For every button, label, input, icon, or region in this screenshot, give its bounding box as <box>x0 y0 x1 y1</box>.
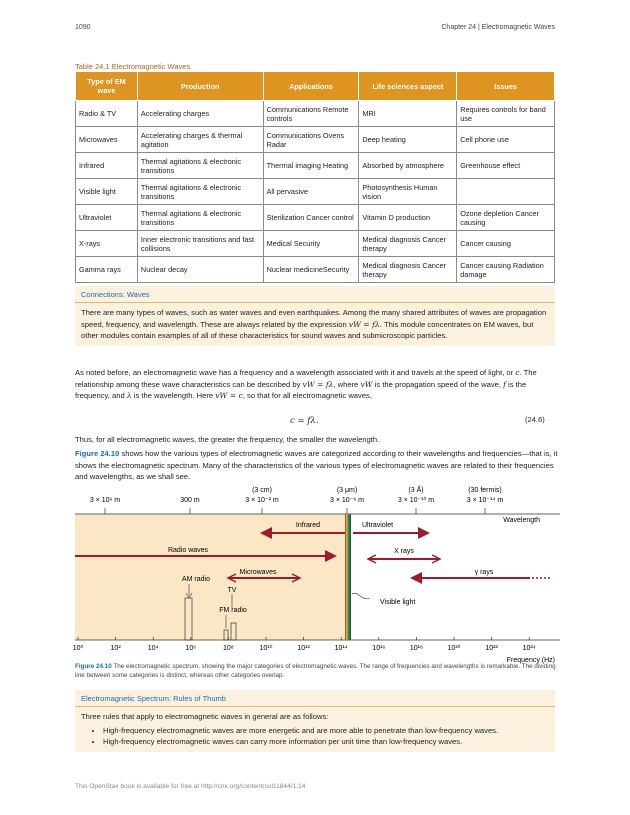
table-cell: Cancer causing Radiation damage <box>457 257 555 283</box>
rules-body <box>75 707 555 752</box>
table-row <box>76 127 555 153</box>
intro-paragraph: As noted before, an electromagnetic wave has a frequency and a wavelength associated with it and travels at the speed of light, or c. The relationship among these wave characteristics can be described by vW = fλ, where vW is the propagation speed of the wave, f is the frequency, and λ is the wavelength. Here vW = c, so that for all electromagnetic waves, <box>75 368 537 400</box>
am-radio-label: AM radio <box>181 576 211 583</box>
frequency-tick-label: 10⁰ <box>72 645 84 652</box>
frequency-tick-label: 10² <box>110 645 121 652</box>
table-cell: Medical diagnosis Cancer therapy <box>359 231 457 257</box>
table-cell: Requires controls for band use <box>457 101 555 127</box>
frequency-tick-label: 10⁸ <box>223 645 234 652</box>
wavelength-tick-top-label: (3 Å) <box>408 487 424 494</box>
table-row <box>76 101 555 127</box>
rules-box <box>75 690 555 752</box>
rules-list <box>81 725 549 748</box>
table-cell: Ultraviolet <box>76 205 138 231</box>
wavelength-label: Wavelength <box>503 517 540 524</box>
infrared-label: Infrared <box>295 522 320 529</box>
table-header: Applications <box>263 72 359 101</box>
chapter-title: Chapter 24 | Electromagnetic Waves <box>441 24 555 31</box>
connections-text: There are many types of waves, such as water waves and even earthquakes. Among the many shared attributes of waves are propagation speed, frequency, and wavelength. These are always related by the expression vW = fλ. This module concentrates on EM waves, but other modules contain examples of all of these characteristics for sound waves and submicroscopic particles. <box>81 308 547 340</box>
rules-title: Electromagnetic Spectrum: Rules of Thumb <box>75 690 555 707</box>
table-header: Issues <box>457 72 555 101</box>
em-spectrum-figure <box>0 480 630 665</box>
wavelength-tick-label: 3 × 10⁶ m <box>89 497 121 504</box>
rules-intro: Three rules that apply to electromagnetic waves in general are as follows: <box>81 712 329 721</box>
wavelength-tick-label: 3 × 10⁻¹⁰ m <box>397 497 435 504</box>
equation-number: (24.6) <box>525 415 545 424</box>
fm-radio-label: FM radio <box>219 607 247 614</box>
microwaves-label: Microwaves <box>239 569 277 576</box>
table-cell: Nuclear medicineSecurity <box>263 257 359 283</box>
table-cell: Medical Security <box>263 231 359 257</box>
frequency-tick-label: 10¹⁶ <box>372 645 386 652</box>
frequency-tick-label: 10²⁰ <box>447 645 461 652</box>
table-header: Production <box>137 72 263 101</box>
wavelength-tick-label: 3 × 10⁻¹⁴ m <box>466 497 504 504</box>
table-cell: All pervasive <box>263 179 359 205</box>
table-cell: Vitamin D production <box>359 205 457 231</box>
table-cell: Accelerating charges <box>137 101 263 127</box>
table-row <box>76 231 555 257</box>
table-header: Type of EM wave <box>76 72 138 101</box>
table-cell: Gamma rays <box>76 257 138 283</box>
table-cell: MRI <box>359 101 457 127</box>
table-cell <box>457 179 555 205</box>
rule-item: • High-frequency electromagnetic waves are more energetic and are more able to penetrate than low-frequency waves. <box>103 725 549 737</box>
table-row <box>76 205 555 231</box>
table-row <box>76 257 555 283</box>
visible-light-pointer <box>352 593 370 599</box>
wavelength-tick-top-label: (3 μm) <box>336 487 358 494</box>
visible-light-label: Visible light <box>380 599 416 606</box>
table-cell: Thermal agitations & electronic transitions <box>137 205 263 231</box>
connections-box <box>75 286 555 346</box>
wavelength-tick-label: 3 × 10⁻² m <box>245 497 279 504</box>
connections-title: Connections: Waves <box>75 286 555 303</box>
frequency-tick-label: 10²² <box>485 645 498 652</box>
frequency-tick-label: 10⁶ <box>185 645 197 652</box>
greater-frequency-paragraph: Thus, for all electromagnetic waves, the greater the frequency, the smaller the wavelength. <box>75 435 380 444</box>
gamma-rays-label: γ rays <box>474 569 494 576</box>
wavelength-tick-top-label: (3 cm) <box>252 487 272 494</box>
table-cell: Accelerating charges & thermal agitation <box>137 127 263 153</box>
table-row <box>76 153 555 179</box>
page-number: 1090 <box>75 24 91 31</box>
table-cell: Infrared <box>76 153 138 179</box>
table-cell: Thermal agitations & electronic transitions <box>137 179 263 205</box>
visible-light-band <box>345 514 351 640</box>
frequency-tick-label: 10²⁴ <box>522 645 536 652</box>
table-cell: Thermal imaging Heating <box>263 153 359 179</box>
footer: This OpenStax book is available for free at http://cnx.org/content/col11844/1.14 <box>75 783 306 790</box>
equation: c = fλ. <box>290 416 319 426</box>
table-cell: Communications Ovens Radar <box>263 127 359 153</box>
figure-link[interactable]: Figure 24.10 <box>75 449 120 458</box>
table-cell: Visible light <box>76 179 138 205</box>
table-cell: Communications Remote controls <box>263 101 359 127</box>
table-cell: Thermal agitations & electronic transitions <box>137 153 263 179</box>
table-cell: Photosynthesis Human vision <box>359 179 457 205</box>
wavelength-tick-label: 3 × 10⁻⁶ m <box>329 497 365 504</box>
frequency-tick-label: 10⁴ <box>147 645 159 652</box>
radio-waves-label: Radio waves <box>167 547 209 554</box>
table-caption: Table 24.1 Electromagnetic Waves <box>75 62 191 71</box>
wavelength-tick-label: 300 m <box>180 497 200 504</box>
table-row <box>76 179 555 205</box>
table-cell: Deep heating <box>359 127 457 153</box>
em-waves-table <box>75 71 555 283</box>
frequency-tick-label: 10¹⁰ <box>259 645 273 652</box>
table-cell: Ozone depletion Cancer causing <box>457 205 555 231</box>
table-cell: Inner electronic transitions and fast collisions <box>137 231 263 257</box>
frequency-tick-label: 10¹⁸ <box>409 645 423 652</box>
table-cell: Cell phone use <box>457 127 555 153</box>
math-expression: vW = fλ <box>348 319 380 329</box>
frequency-tick-label: 10¹⁴ <box>334 645 348 652</box>
xrays-label: X rays <box>394 548 414 555</box>
table-cell: Microwaves <box>76 127 138 153</box>
rule-item: • High-frequency electromagnetic waves can carry more information per unit time than low-frequency waves. <box>103 736 549 748</box>
table-cell: Greenhouse effect <box>457 153 555 179</box>
figure-reference-paragraph: Figure 24.10 shows how the various types of electromagnetic waves are categorized according to their wavelengths and frequencies—that is, it shows the electromagnetic spectrum. Many of the characteristics of the various types of electromagnetic waves are related to their frequencies and wavelengths, as we shall see. <box>75 449 558 481</box>
table-cell: Cancer causing <box>457 231 555 257</box>
table-cell: Sterilization Cancer control <box>263 205 359 231</box>
table-cell: Nuclear decay <box>137 257 263 283</box>
wavelength-tick-top-label: (30 fermis) <box>468 487 502 494</box>
table-header-row <box>76 72 555 101</box>
ultraviolet-label: Ultraviolet <box>362 522 394 529</box>
frequency-tick-label: 10¹² <box>297 645 310 652</box>
table-cell: Radio & TV <box>76 101 138 127</box>
tv-label: TV <box>227 587 237 594</box>
table-cell: X-rays <box>76 231 138 257</box>
table-header: Life sciences aspect <box>359 72 457 101</box>
figure-caption: Figure 24.10 The electromagnetic spectrum, showing the major categories of electromagnetic waves. The range of frequencies and wavelengths is remarkable. The dividing line between some categories is distinct, whereas other categories overlap. <box>75 663 556 679</box>
table-cell: Medical diagnosis Cancer therapy <box>359 257 457 283</box>
table-cell: Absorbed by atmosphere <box>359 153 457 179</box>
frequency-label: Frequency (Hz) <box>506 657 555 664</box>
